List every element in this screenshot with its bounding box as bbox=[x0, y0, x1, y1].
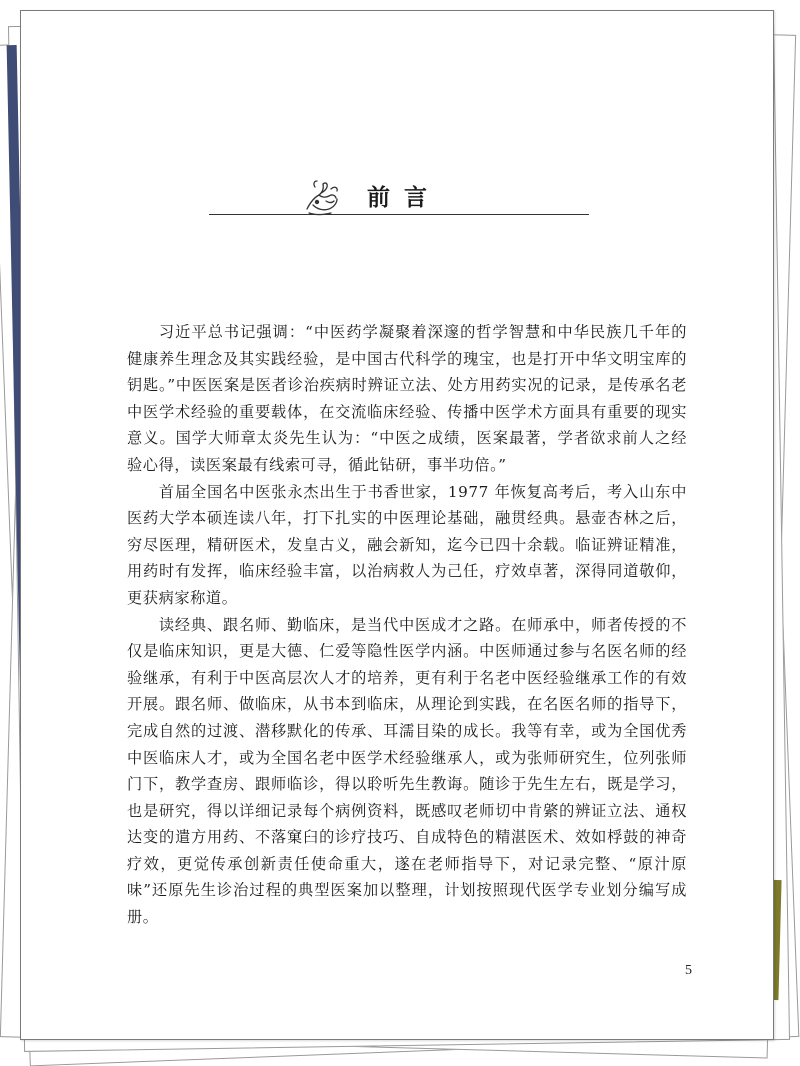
title-divider bbox=[209, 214, 589, 215]
paragraph: 读经典、跟名师、勤临床，是当代中医成才之路。在师承中，师者传授的不仅是临床知识，更是大德、仁爱等隐性医学内涵。中医师通过参与名医名师的经验继承，有利于中医高层次人才的培养，更有利于名老中医经验继承工作的有效开展。跟名师、做临床，从书本到临床，从理论到实践，在名医名师的指导下，完成自然的过渡、潜移默化的传承、耳濡目染的成长。我等有幸，或为全国优秀中医临床人才，或为全国名老中医学术经验继承人，或为张师研究生，位列张师门下，教学查房、跟师临诊，得以聆听先生教诲。随诊于先生左右，既是学习，也是研究，得以详细记录每个病例资料，既感叹老师切中肯綮的辨证立法、通权达变的遣方用药、不落窠臼的诊疗技巧、自成特色的精湛医术、效如桴鼓的神奇疗效，更觉传承创新责任使命重大，遂在老师指导下，对记录完整、“原汁原味”还原先生诊治过程的典型医案加以整理，计划按照现代医学专业划分编写成册。 bbox=[127, 615, 687, 927]
page-number: 5 bbox=[685, 963, 692, 978]
paragraph: 首届全国名中医张永杰出生于书香世家，1977 年恢复高考后，考入山东中医药大学本硕连读八年，打下扎实的中医理论基础，融贯经典。悬壶杏林之后，穷尽医理，精研医术，发皇古义，融会新知，迄今已四十余载。临证辨证精准，用药时有发挥，临床经验丰富，以治病救人为己任，疗效卓著，深得同道敬仰，更获病家称道。 bbox=[127, 482, 687, 607]
body-text bbox=[127, 319, 687, 931]
hands-icon bbox=[301, 175, 345, 217]
page-title: 前言 bbox=[367, 185, 441, 211]
document-page bbox=[20, 10, 774, 1040]
chapter-header bbox=[21, 171, 773, 231]
paragraph: 习近平总书记强调：“中医药学凝聚着深邃的哲学智慧和中华民族几千年的健康养生理念及其实践经验，是中国古代科学的瑰宝，也是打开中华文明宝库的钥匙。”中医医案是医者诊治疾病时辨证立法、处方用药实况的记录，是传承名老中医学术经验的重要载体，在交流临床经验、传播中医学术方面具有重要的现实意义。国学大师章太炎先生认为：“中医之成绩，医案最著，学者欲求前人之经验心得，读医案最有线索可寻，循此钻研，事半功倍。” bbox=[127, 323, 687, 474]
